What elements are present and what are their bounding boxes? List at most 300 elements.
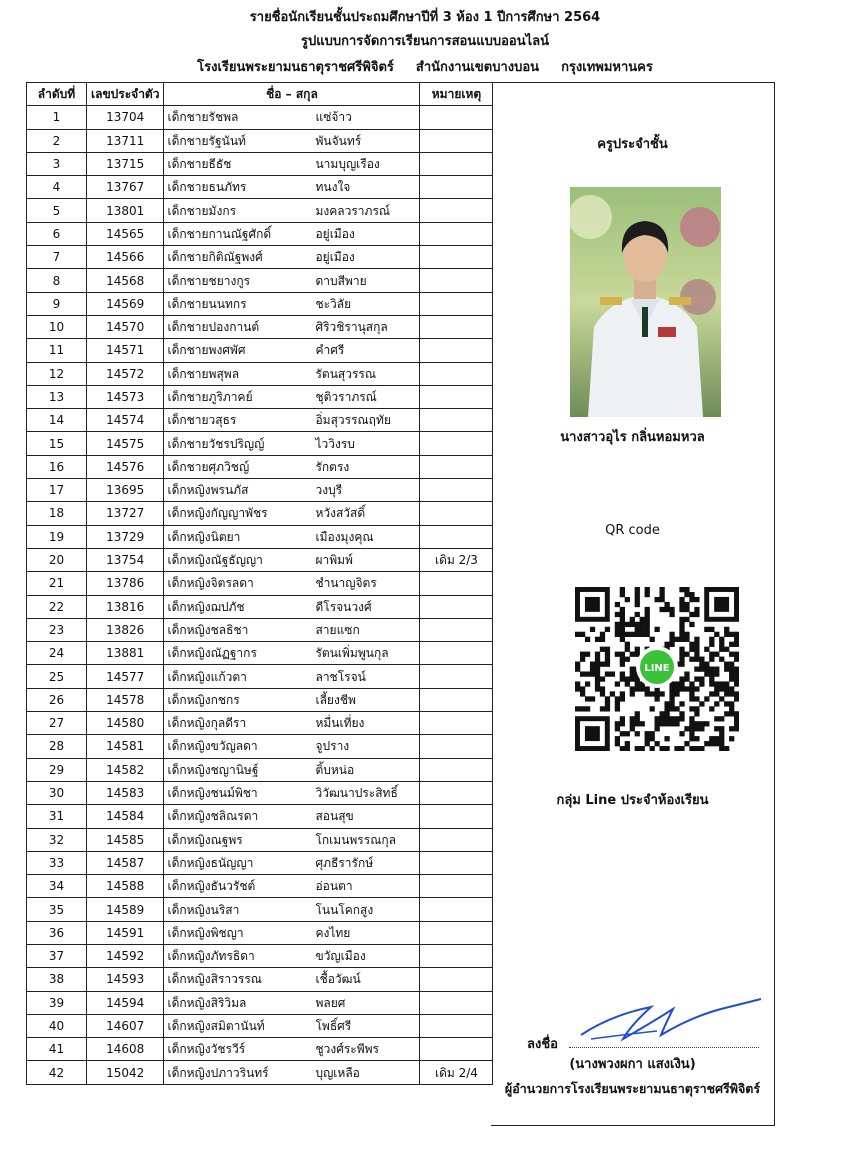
table-row	[27, 991, 493, 1014]
table-row	[27, 805, 493, 828]
student-last-name: ชะวิลัย	[315, 296, 352, 311]
student-last-name: ชำนาญจิตร	[315, 576, 377, 591]
student-note	[420, 502, 493, 525]
header-line1: รายชื่อนักเรียนชั้นประถมศึกษาปีที่ 3 ห้อง 1 ปีการศึกษา 2564	[249, 10, 601, 25]
student-last-name: โกเมนพรรณกุล	[315, 832, 396, 847]
student-first-name: เด็กหญิงกัญญาพัชร	[167, 506, 268, 521]
row-number: 35	[27, 898, 87, 921]
student-last-name: บุญเหลือ	[315, 1065, 360, 1080]
student-note	[420, 362, 493, 385]
student-last-name: ขวัญเมือง	[315, 949, 366, 964]
row-number: 26	[27, 688, 87, 711]
student-first-name: เด็กชายนนทกร	[167, 296, 247, 311]
row-number: 24	[27, 642, 87, 665]
student-note	[420, 642, 493, 665]
student-id: 13881	[87, 642, 164, 665]
row-number: 1	[27, 106, 87, 129]
student-id: 14577	[87, 665, 164, 688]
row-number: 20	[27, 548, 87, 571]
teacher-name: นางสาวอุไร กลิ่นหอมหวล	[560, 430, 705, 445]
student-first-name: เด็กชายกานณัฐศักดิ์	[167, 226, 272, 241]
table-row	[27, 409, 493, 432]
student-last-name: โนนโคกสูง	[315, 902, 374, 917]
table-row	[27, 292, 493, 315]
student-note	[420, 665, 493, 688]
student-first-name: เด็กหญิงฌปภัช	[167, 599, 245, 614]
row-number: 6	[27, 222, 87, 245]
student-first-name: เด็กชายรัฐนันท์	[167, 133, 246, 148]
student-id: 14594	[87, 991, 164, 1014]
student-first-name: เด็กหญิงสมิตานันท์	[167, 1019, 265, 1034]
student-first-name: เด็กหญิงณัฐธัญญา	[167, 553, 263, 568]
row-number: 2	[27, 129, 87, 152]
student-id: 13816	[87, 595, 164, 618]
info-panel	[491, 82, 775, 1126]
student-id: 14572	[87, 362, 164, 385]
table-row	[27, 572, 493, 595]
student-last-name: แซ่จ้าว	[315, 110, 352, 125]
student-note	[420, 572, 493, 595]
student-note	[420, 828, 493, 851]
student-last-name: จูปราง	[315, 739, 350, 754]
student-note	[420, 595, 493, 618]
student-id: 14607	[87, 1014, 164, 1037]
city-name: กรุงเทพมหานคร	[561, 60, 653, 75]
table-row	[27, 712, 493, 735]
student-id: 14588	[87, 875, 164, 898]
student-last-name: ติ้บหน่อ	[315, 762, 355, 777]
student-id: 14582	[87, 758, 164, 781]
student-note	[420, 898, 493, 921]
student-note: เดิม 2/3	[420, 548, 493, 571]
student-name	[164, 595, 420, 618]
student-note	[420, 246, 493, 269]
student-note: เดิม 2/4	[420, 1061, 493, 1084]
student-last-name: อยู่เมือง	[315, 250, 355, 265]
student-last-name: พลยศ	[315, 995, 346, 1010]
row-number: 14	[27, 409, 87, 432]
student-last-name: อยู่เมือง	[315, 226, 355, 241]
student-table	[26, 82, 493, 1085]
student-first-name: เด็กชายพสุพล	[167, 366, 240, 381]
student-id: 13695	[87, 479, 164, 502]
student-last-name: มงคลวราภรณ์	[315, 203, 391, 218]
student-note	[420, 525, 493, 548]
student-name	[164, 781, 420, 804]
qr-heading: QR code	[605, 523, 660, 538]
student-first-name: เด็กชายชยางกูร	[167, 273, 251, 288]
student-last-name: รัตนเพิ่มพูนกุล	[315, 646, 389, 661]
table-row	[27, 735, 493, 758]
student-id: 13727	[87, 502, 164, 525]
student-note	[420, 1038, 493, 1061]
line-qr-code[interactable]	[575, 587, 739, 751]
student-name	[164, 548, 420, 571]
student-name	[164, 805, 420, 828]
student-name	[164, 106, 420, 129]
student-note	[420, 176, 493, 199]
student-name	[164, 176, 420, 199]
student-last-name: รักตรง	[315, 459, 350, 474]
student-id: 13711	[87, 129, 164, 152]
row-number: 33	[27, 851, 87, 874]
table-row	[27, 828, 493, 851]
student-first-name: เด็กชายกิติณัฐพงศ์	[167, 250, 263, 265]
student-last-name: ลาชโรจน์	[315, 669, 366, 684]
table-row	[27, 106, 493, 129]
student-note	[420, 735, 493, 758]
student-first-name: เด็กหญิงพรนภัส	[167, 483, 249, 498]
row-number: 42	[27, 1061, 87, 1084]
student-id: 14571	[87, 339, 164, 362]
student-id: 14581	[87, 735, 164, 758]
student-name	[164, 1038, 420, 1061]
teacher-heading: ครูประจำชั้น	[597, 137, 668, 152]
student-note	[420, 991, 493, 1014]
table-row	[27, 921, 493, 944]
table-row	[27, 1061, 493, 1084]
row-number: 34	[27, 875, 87, 898]
student-note	[420, 432, 493, 455]
student-note	[420, 688, 493, 711]
header-line2: รูปแบบการจัดการเรียนการสอนแบบออนไลน์	[301, 34, 549, 49]
table-row	[27, 1038, 493, 1061]
table-row	[27, 781, 493, 804]
row-number: 25	[27, 665, 87, 688]
table-row	[27, 152, 493, 175]
student-note	[420, 385, 493, 408]
table-row	[27, 968, 493, 991]
student-id: 13704	[87, 106, 164, 129]
student-name	[164, 479, 420, 502]
student-name	[164, 875, 420, 898]
col-header-note: หมายเหตุ	[420, 83, 493, 106]
student-last-name: รัตนสุวรรณ	[315, 366, 376, 381]
table-row	[27, 432, 493, 455]
student-id: 14570	[87, 315, 164, 338]
row-number: 19	[27, 525, 87, 548]
table-row	[27, 222, 493, 245]
student-first-name: เด็กหญิงสิราวรรณ	[167, 972, 262, 987]
row-number: 5	[27, 199, 87, 222]
student-last-name: คำศรี	[315, 343, 345, 358]
student-note	[420, 805, 493, 828]
student-first-name: เด็กหญิงชลธิชา	[167, 622, 249, 637]
student-first-name: เด็กชายธนภัทร	[167, 180, 247, 195]
student-note	[420, 944, 493, 967]
row-number: 23	[27, 618, 87, 641]
student-name	[164, 385, 420, 408]
row-number: 13	[27, 385, 87, 408]
table-row	[27, 502, 493, 525]
col-header-name: ชื่อ – สกุล	[164, 83, 420, 106]
row-number: 21	[27, 572, 87, 595]
student-name	[164, 502, 420, 525]
student-last-name: เลี้ยงชีพ	[315, 692, 356, 707]
student-id: 14593	[87, 968, 164, 991]
student-first-name: เด็กหญิงธันวรัชต์	[167, 879, 256, 894]
student-name	[164, 409, 420, 432]
student-name	[164, 152, 420, 175]
student-id: 14587	[87, 851, 164, 874]
table-row	[27, 455, 493, 478]
row-number: 18	[27, 502, 87, 525]
student-first-name: เด็กชายรัชพล	[167, 110, 239, 125]
student-last-name: ศิริวชิรานุสกุล	[315, 320, 388, 335]
student-id: 14576	[87, 455, 164, 478]
row-number: 36	[27, 921, 87, 944]
student-note	[420, 758, 493, 781]
student-id: 14565	[87, 222, 164, 245]
table-row	[27, 246, 493, 269]
col-header-no: ลำดับที่	[27, 83, 87, 106]
row-number: 4	[27, 176, 87, 199]
student-id: 14591	[87, 921, 164, 944]
student-last-name: ดาบสีพาย	[315, 273, 367, 288]
student-last-name: พันจันทร์	[315, 133, 362, 148]
table-row	[27, 362, 493, 385]
student-id: 14592	[87, 944, 164, 967]
student-id: 13729	[87, 525, 164, 548]
student-note	[420, 339, 493, 362]
student-name	[164, 921, 420, 944]
student-id: 14575	[87, 432, 164, 455]
table-row	[27, 944, 493, 967]
student-name	[164, 688, 420, 711]
table-row	[27, 758, 493, 781]
student-last-name: สายแซก	[315, 622, 360, 637]
student-last-name: นามบุญเรือง	[315, 157, 380, 172]
student-last-name: ดีโรจนวงศ์	[315, 599, 372, 614]
student-last-name: วิวัฒนาประสิทธิ์	[315, 786, 398, 801]
student-first-name: เด็กหญิงกุลดีรา	[167, 716, 247, 731]
student-first-name: เด็กชายมังกร	[167, 203, 237, 218]
student-name	[164, 642, 420, 665]
student-name	[164, 432, 420, 455]
table-row	[27, 618, 493, 641]
table-row	[27, 479, 493, 502]
col-header-id: เลขประจำตัว	[87, 83, 164, 106]
student-name	[164, 525, 420, 548]
student-id: 14578	[87, 688, 164, 711]
row-number: 22	[27, 595, 87, 618]
student-note	[420, 851, 493, 874]
student-last-name: ชูวงศ์ระพีพร	[315, 1042, 379, 1057]
student-first-name: เด็กหญิงนริสา	[167, 902, 240, 917]
student-id: 14608	[87, 1038, 164, 1061]
student-id: 14568	[87, 269, 164, 292]
student-name	[164, 572, 420, 595]
district-office: สำนักงานเขตบางบอน	[415, 60, 540, 75]
table-row	[27, 1014, 493, 1037]
table-row	[27, 176, 493, 199]
table-row	[27, 199, 493, 222]
student-first-name: เด็กหญิงวัชรวีร์	[167, 1042, 246, 1057]
row-number: 32	[27, 828, 87, 851]
student-note	[420, 712, 493, 735]
student-note	[420, 409, 493, 432]
student-note	[420, 618, 493, 641]
student-id: 14580	[87, 712, 164, 735]
student-last-name: ศุภธีรารักษ์	[315, 855, 374, 870]
row-number: 30	[27, 781, 87, 804]
student-name	[164, 968, 420, 991]
student-first-name: เด็กหญิงชญานิษฐ์	[167, 762, 259, 777]
student-first-name: เด็กหญิงภัทรธิดา	[167, 949, 255, 964]
student-id: 13754	[87, 548, 164, 571]
student-id: 14585	[87, 828, 164, 851]
student-id: 14569	[87, 292, 164, 315]
student-id: 13826	[87, 618, 164, 641]
student-note	[420, 269, 493, 292]
student-first-name: เด็กหญิงธนัญญา	[167, 855, 254, 870]
table-row	[27, 548, 493, 571]
student-note	[420, 106, 493, 129]
student-name	[164, 665, 420, 688]
row-number: 15	[27, 432, 87, 455]
student-last-name: เชื้อวัฒน์	[315, 972, 361, 987]
student-name	[164, 618, 420, 641]
student-last-name: ไววิงรบ	[315, 436, 355, 451]
row-number: 7	[27, 246, 87, 269]
student-id: 13801	[87, 199, 164, 222]
student-name	[164, 129, 420, 152]
student-first-name: เด็กชายวัชรปริญญ์	[167, 436, 265, 451]
table-row	[27, 315, 493, 338]
table-row	[27, 642, 493, 665]
student-name	[164, 269, 420, 292]
student-name	[164, 362, 420, 385]
student-first-name: เด็กหญิงณฐพร	[167, 832, 243, 847]
director-title: ผู้อำนวยการโรงเรียนพระยามนธาตุราชศรีพิจิตร์	[504, 1081, 761, 1096]
student-note	[420, 315, 493, 338]
row-number: 17	[27, 479, 87, 502]
table-row	[27, 525, 493, 548]
student-name	[164, 851, 420, 874]
student-id: 14583	[87, 781, 164, 804]
student-first-name: เด็กชายธีธัช	[167, 157, 232, 172]
student-first-name: เด็กชายภูริภาคย์	[167, 390, 253, 404]
student-note	[420, 199, 493, 222]
student-last-name: อิ่มสุวรรณฤทัย	[315, 413, 391, 428]
student-first-name: เด็กหญิงชนม์พิชา	[167, 786, 258, 801]
table-row	[27, 688, 493, 711]
student-name	[164, 455, 420, 478]
signature-line	[569, 1037, 759, 1048]
student-first-name: เด็กหญิงณัฏฐากร	[167, 646, 257, 661]
student-first-name: เด็กหญิงแก้วตา	[167, 669, 247, 684]
student-note	[420, 1014, 493, 1037]
student-note	[420, 968, 493, 991]
row-number: 3	[27, 152, 87, 175]
table-row	[27, 339, 493, 362]
row-number: 10	[27, 315, 87, 338]
student-name	[164, 246, 420, 269]
student-first-name: เด็กชายวสุธร	[167, 413, 237, 428]
student-name	[164, 944, 420, 967]
line-logo-text: LINE	[644, 663, 670, 674]
row-number: 12	[27, 362, 87, 385]
student-id: 15042	[87, 1061, 164, 1084]
student-name	[164, 339, 420, 362]
table-row	[27, 875, 493, 898]
student-name	[164, 222, 420, 245]
student-first-name: เด็กชายปองกานต์	[167, 320, 260, 335]
row-number: 39	[27, 991, 87, 1014]
student-name	[164, 292, 420, 315]
row-number: 27	[27, 712, 87, 735]
header-school-line	[0, 60, 850, 76]
student-note	[420, 152, 493, 175]
school-name: โรงเรียนพระยามนธาตุราชศรีพิจิตร์	[197, 60, 394, 75]
student-name	[164, 735, 420, 758]
row-number: 37	[27, 944, 87, 967]
student-id: 14573	[87, 385, 164, 408]
row-number: 38	[27, 968, 87, 991]
student-note	[420, 455, 493, 478]
student-first-name: เด็กหญิงนิตยา	[167, 529, 241, 544]
student-last-name: คงไทย	[315, 925, 351, 940]
student-id: 14574	[87, 409, 164, 432]
table-row	[27, 898, 493, 921]
student-first-name: เด็กชายศุภวิชญ์	[167, 459, 250, 474]
sign-label: ลงชื่อ	[527, 1037, 558, 1052]
row-number: 11	[27, 339, 87, 362]
student-last-name: วงบุรี	[315, 483, 343, 498]
student-note	[420, 875, 493, 898]
student-first-name: เด็กหญิงกชกร	[167, 692, 240, 707]
row-number: 41	[27, 1038, 87, 1061]
student-note	[420, 781, 493, 804]
student-note	[420, 479, 493, 502]
student-first-name: เด็กชายพงศพัศ	[167, 343, 246, 358]
student-id: 13786	[87, 572, 164, 595]
student-first-name: เด็กหญิงปภาวรินทร์	[167, 1065, 269, 1080]
row-number: 28	[27, 735, 87, 758]
student-id: 14566	[87, 246, 164, 269]
row-number: 16	[27, 455, 87, 478]
student-last-name: ผาพิมพ์	[315, 553, 353, 568]
student-last-name: ทนงใจ	[315, 180, 351, 195]
student-name	[164, 199, 420, 222]
table-row	[27, 385, 493, 408]
student-first-name: เด็กหญิงชลิณรดา	[167, 809, 259, 824]
student-note	[420, 129, 493, 152]
student-first-name: เด็กหญิงขวัญลดา	[167, 739, 258, 754]
student-last-name: ชุติวราภรณ์	[315, 390, 377, 404]
row-number: 9	[27, 292, 87, 315]
table-row	[27, 595, 493, 618]
student-first-name: เด็กหญิงจิตรลดา	[167, 576, 254, 591]
student-last-name: หวังสวัสดิ์	[315, 506, 366, 521]
student-name	[164, 1014, 420, 1037]
student-first-name: เด็กหญิงสิริวิมล	[167, 995, 247, 1010]
student-last-name: หมื่นเที่ยง	[315, 716, 365, 731]
teacher-photo	[570, 187, 721, 417]
row-number: 29	[27, 758, 87, 781]
student-id: 13767	[87, 176, 164, 199]
row-number: 31	[27, 805, 87, 828]
student-id: 14589	[87, 898, 164, 921]
student-name	[164, 315, 420, 338]
student-id: 13715	[87, 152, 164, 175]
student-name	[164, 758, 420, 781]
student-last-name: สอนสุข	[315, 809, 354, 824]
table-row	[27, 269, 493, 292]
student-name	[164, 991, 420, 1014]
student-last-name: อ่อนตา	[315, 879, 353, 894]
row-number: 8	[27, 269, 87, 292]
